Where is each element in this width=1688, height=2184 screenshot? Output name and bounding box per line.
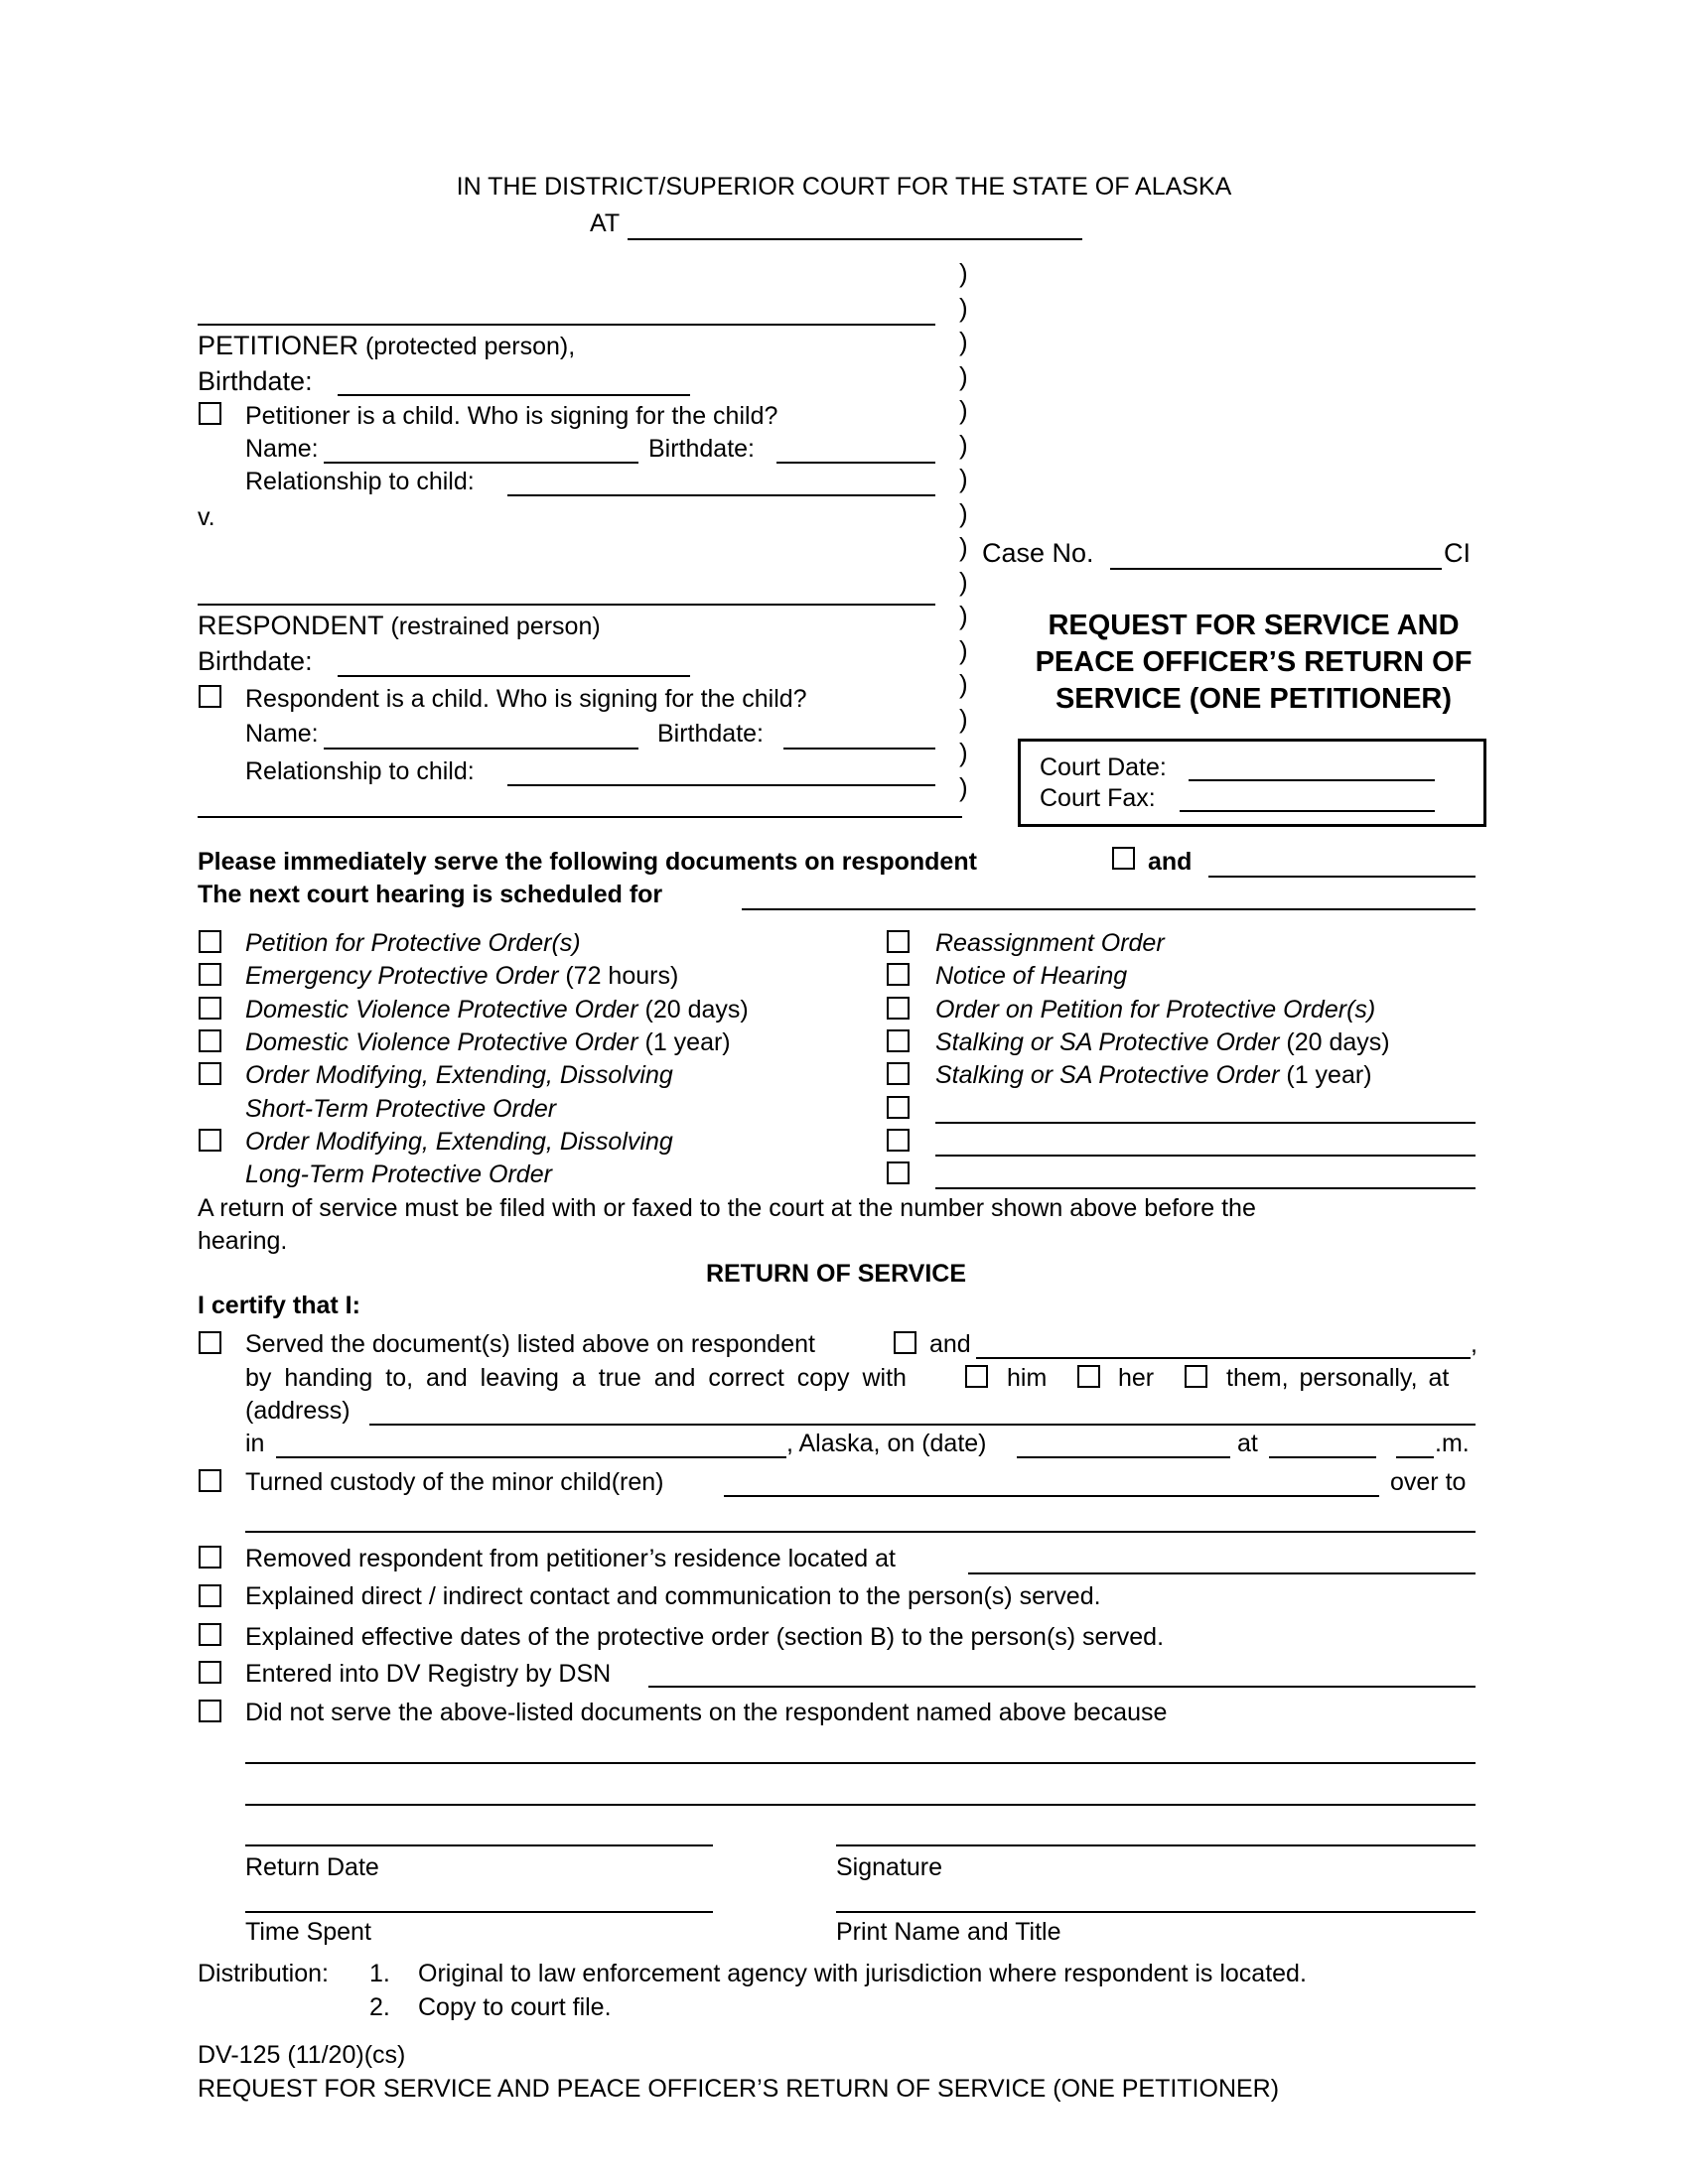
time-spent-field[interactable] <box>245 1911 713 1913</box>
document-checkbox[interactable] <box>199 930 221 953</box>
document-duration: (72 hours) <box>558 962 679 991</box>
document-checkbox[interactable] <box>199 1062 221 1085</box>
caption-paren: ) <box>959 634 968 665</box>
served-and-label: and <box>929 1330 971 1358</box>
her-label: her <box>1118 1364 1155 1392</box>
explained-dates-label: Explained effective dates of the protective order (section B) to the person(s) served. <box>245 1623 1165 1651</box>
document-title-cont: Short-Term Protective Order <box>245 1094 557 1123</box>
return-notice-cont: hearing. <box>198 1227 288 1255</box>
document-label <box>935 1027 1390 1057</box>
respondent-birthdate-field[interactable] <box>338 675 690 677</box>
caption-paren: ) <box>959 327 968 356</box>
document-checkbox[interactable] <box>887 1161 910 1184</box>
document-label <box>245 1127 673 1157</box>
hearing-date-field[interactable] <box>742 908 1476 910</box>
served-additional-party-field[interactable] <box>976 1357 1471 1359</box>
court-fax-label: Court Fax: <box>1040 784 1156 812</box>
document-label <box>245 928 581 958</box>
caption-paren: ) <box>959 771 968 802</box>
caption-bottom-line <box>198 816 962 818</box>
document-label <box>935 1060 1372 1090</box>
document-label <box>935 961 1127 991</box>
removed-checkbox[interactable] <box>199 1546 221 1569</box>
document-checkbox[interactable] <box>887 963 910 986</box>
document-title: Domestic Violence Protective Order <box>245 995 638 1024</box>
caption-paren: ) <box>959 738 968 767</box>
document-title: Order Modifying, Extending, Dissolving <box>245 1127 673 1156</box>
document-label <box>935 995 1375 1024</box>
petitioner-signer-birthdate-field[interactable] <box>776 462 935 464</box>
caption-paren: ) <box>959 360 968 391</box>
return-date-field[interactable] <box>245 1844 713 1846</box>
served-respondent-checkbox[interactable] <box>894 1331 916 1354</box>
hearing-label: The next court hearing is scheduled for <box>198 881 663 908</box>
document-label <box>245 1027 731 1057</box>
versus-label: v. <box>198 503 215 531</box>
respondent-birthdate-label: Birthdate: <box>198 646 313 676</box>
document-title: Order Modifying, Extending, Dissolving <box>245 1061 673 1090</box>
petitioner-relationship-field[interactable] <box>507 494 935 496</box>
in-label: in <box>245 1430 265 1457</box>
respondent-relationship-label: Relationship to child: <box>245 757 475 785</box>
court-location-field[interactable] <box>628 238 1082 240</box>
distribution-label: Distribution: <box>198 1960 329 1987</box>
respondent-relationship-field[interactable] <box>507 784 935 786</box>
signature-field[interactable] <box>836 1844 1476 1846</box>
petitioner-is-child-checkbox[interactable] <box>199 402 221 425</box>
caption-paren: ) <box>959 292 968 323</box>
over-to-label: over to <box>1390 1468 1467 1496</box>
registry-label: Entered into DV Registry by DSN <box>245 1660 612 1688</box>
reason-field-2[interactable] <box>245 1804 1476 1806</box>
am-pm-field[interactable] <box>1396 1456 1434 1458</box>
explained-contact-label: Explained direct / indirect contact and communication to the person(s) served. <box>245 1582 1101 1610</box>
explained-contact-checkbox[interactable] <box>199 1584 221 1607</box>
respondent-signer-name-label: Name: <box>245 720 319 748</box>
print-name-label: Print Name and Title <box>836 1918 1061 1946</box>
serve-additional-party-field[interactable] <box>1208 876 1476 878</box>
document-title: Domestic Violence Protective Order <box>245 1027 638 1056</box>
document-checkbox[interactable] <box>887 1129 910 1152</box>
form-title-line: REQUEST FOR SERVICE AND <box>1048 610 1460 641</box>
custody-checkbox[interactable] <box>199 1469 221 1492</box>
court-date-label: Court Date: <box>1040 753 1167 781</box>
respondent-signer-birthdate-label: Birthdate: <box>657 720 765 748</box>
removed-label: Removed respondent from petitioner’s residence located at <box>245 1545 897 1572</box>
case-number-field[interactable] <box>1110 568 1442 570</box>
document-checkbox[interactable] <box>887 997 910 1020</box>
form-title <box>1013 608 1494 718</box>
document-title: Stalking or SA Protective Order <box>935 1027 1280 1056</box>
petitioner-name-field[interactable] <box>198 324 935 326</box>
certify-label: I certify that I: <box>198 1292 360 1319</box>
distribution-item: Original to law enforcement agency with jurisdiction where respondent is located. <box>418 1960 1307 1987</box>
caption-paren: ) <box>959 601 968 630</box>
meridiem-label: .m. <box>1435 1430 1470 1457</box>
petitioner-signer-name-label: Name: <box>245 435 319 463</box>
form-title-line: PEACE OFFICER’S RETURN OF <box>1035 646 1473 678</box>
document-checkbox[interactable] <box>887 1062 910 1085</box>
document-title: Order on Petition for Protective Order(s) <box>935 995 1376 1024</box>
city-field[interactable] <box>276 1456 786 1458</box>
distribution-num: 2. <box>369 1993 390 2021</box>
caption-paren: ) <box>959 395 968 425</box>
return-date-label: Return Date <box>245 1853 379 1881</box>
other-document-field[interactable] <box>935 1122 1476 1124</box>
did-not-serve-label: Did not serve the above-listed documents on the respondent named above because <box>245 1699 1168 1726</box>
other-document-field[interactable] <box>935 1155 1476 1157</box>
signature-label: Signature <box>836 1853 943 1881</box>
time-spent-label: Time Spent <box>245 1918 371 1946</box>
document-checkbox[interactable] <box>199 1029 221 1052</box>
serve-respondent-checkbox[interactable] <box>1112 847 1135 870</box>
her-checkbox[interactable] <box>1077 1365 1100 1388</box>
him-checkbox[interactable] <box>965 1365 988 1388</box>
petitioner-signer-name-field[interactable] <box>324 462 638 464</box>
caption-paren: ) <box>959 703 968 734</box>
document-label <box>245 995 749 1024</box>
at-time-label: at <box>1237 1430 1258 1457</box>
document-title-cont: Long-Term Protective Order <box>245 1160 552 1189</box>
him-label: him <box>1007 1364 1048 1392</box>
respondent-is-child-checkbox[interactable] <box>199 685 221 708</box>
caption-paren: ) <box>959 464 968 493</box>
document-checkbox[interactable] <box>199 1129 221 1152</box>
service-time-field[interactable] <box>1269 1456 1376 1458</box>
document-checkbox[interactable] <box>199 963 221 986</box>
service-date-field[interactable] <box>1017 1456 1230 1458</box>
document-duration: (1 year) <box>1279 1061 1372 1090</box>
caption-paren: ) <box>959 669 968 699</box>
case-suffix: CI <box>1444 538 1471 568</box>
document-duration: (20 days) <box>1279 1027 1390 1056</box>
return-notice: A return of service must be filed with or faxed to the court at the number shown above before the <box>198 1194 1256 1222</box>
served-checkbox[interactable] <box>199 1331 221 1354</box>
residence-address-field[interactable] <box>968 1572 1476 1574</box>
respondent-signer-birthdate-field[interactable] <box>783 748 935 750</box>
document-duration: (20 days) <box>637 995 749 1024</box>
petitioner-label: PETITIONER (protected person), <box>198 331 576 360</box>
document-title: Reassignment Order <box>935 929 1165 957</box>
custody-label: Turned custody of the minor child(ren) <box>245 1468 664 1496</box>
court-title: IN THE DISTRICT/SUPERIOR COURT FOR THE STATE OF ALASKA <box>456 173 1232 201</box>
case-number-label: Case No. <box>982 538 1094 568</box>
petitioner-child-label: Petitioner is a child. Who is signing for the child? <box>245 402 778 430</box>
form-name-footer: REQUEST FOR SERVICE AND PEACE OFFICER’S RETURN OF SERVICE (ONE PETITIONER) <box>198 2075 1280 2103</box>
respondent-signer-name-field[interactable] <box>324 748 638 750</box>
served-label: Served the document(s) listed above on respondent <box>245 1330 815 1358</box>
form-id: DV-125 (11/20)(cs) <box>198 2041 406 2069</box>
document-label <box>245 1060 673 1090</box>
at-label: AT <box>590 209 621 237</box>
document-label <box>935 928 1165 958</box>
caption-paren: ) <box>959 497 968 528</box>
form-title-line: SERVICE (ONE PETITIONER) <box>1055 683 1453 715</box>
document-title: Notice of Hearing <box>935 962 1128 991</box>
document-checkbox[interactable] <box>887 930 910 953</box>
address-field[interactable] <box>369 1424 1476 1426</box>
document-duration: (1 year) <box>637 1027 731 1056</box>
children-names-field[interactable] <box>724 1495 1379 1497</box>
respondent-name-field[interactable] <box>198 604 935 606</box>
petitioner-birthdate-label: Birthdate: <box>198 366 313 396</box>
respondent-child-label: Respondent is a child. Who is signing for the child? <box>245 685 807 713</box>
other-document-field[interactable] <box>935 1187 1476 1189</box>
caption-paren: ) <box>959 566 968 597</box>
handing-label: by handing to, and leaving a true and correct copy with <box>245 1364 907 1392</box>
custody-recipient-field[interactable] <box>245 1531 1476 1533</box>
explained-dates-checkbox[interactable] <box>199 1623 221 1646</box>
serve-instruction: Please immediately serve the following documents on respondent <box>198 848 977 876</box>
caption-paren: ) <box>959 258 968 288</box>
document-title: Petition for Protective Order(s) <box>245 929 581 957</box>
them-label: them, personally, at <box>1226 1364 1450 1392</box>
dsn-field[interactable] <box>648 1686 1476 1688</box>
petitioner-birthdate-field[interactable] <box>338 394 690 396</box>
reason-field-1[interactable] <box>245 1762 1476 1764</box>
alaska-on-date-label: , Alaska, on (date) <box>786 1430 987 1457</box>
petitioner-relationship-label: Relationship to child: <box>245 468 475 495</box>
comma: , <box>1471 1330 1477 1358</box>
return-of-service-heading: RETURN OF SERVICE <box>705 1260 967 1288</box>
address-label: (address) <box>245 1397 351 1425</box>
print-name-field[interactable] <box>836 1911 1476 1913</box>
them-checkbox[interactable] <box>1185 1365 1207 1388</box>
distribution-num: 1. <box>369 1960 390 1987</box>
caption-paren: ) <box>959 532 968 562</box>
document-label <box>245 961 678 991</box>
document-checkbox[interactable] <box>199 997 221 1020</box>
petitioner-signer-birthdate-label: Birthdate: <box>648 435 756 463</box>
respondent-label: RESPONDENT (restrained person) <box>198 611 601 640</box>
serve-and-label: and <box>1148 848 1193 876</box>
distribution-item: Copy to court file. <box>418 1993 612 2021</box>
document-title: Stalking or SA Protective Order <box>935 1061 1280 1090</box>
document-checkbox[interactable] <box>887 1096 910 1119</box>
registry-checkbox[interactable] <box>199 1661 221 1684</box>
document-title: Emergency Protective Order <box>245 962 559 991</box>
caption-paren: ) <box>959 429 968 460</box>
did-not-serve-checkbox[interactable] <box>199 1700 221 1722</box>
court-fax-field[interactable] <box>1180 810 1435 812</box>
document-checkbox[interactable] <box>887 1029 910 1052</box>
court-date-field[interactable] <box>1189 779 1435 781</box>
